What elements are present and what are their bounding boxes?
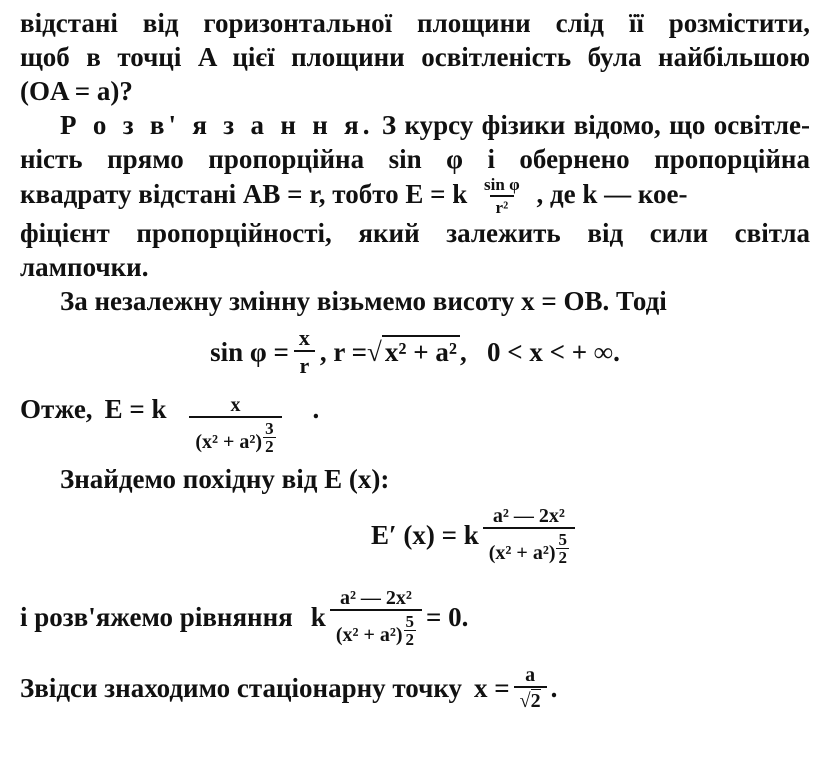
- power-fraction: [404, 613, 417, 648]
- power-numerator: 5: [558, 529, 567, 549]
- text-line: лампочки.: [20, 252, 149, 282]
- formula-text: = 0.: [426, 602, 469, 632]
- fraction: [483, 505, 575, 566]
- fraction: [170, 394, 300, 455]
- fraction-denominator: r: [294, 350, 316, 378]
- formula-text: E′ (x) = k: [371, 520, 479, 550]
- formula-equation: [20, 574, 810, 660]
- formula-text: , r =: [319, 337, 368, 367]
- text-line: (OA = a)?: [20, 76, 133, 106]
- fraction-numerator: x: [298, 324, 310, 350]
- text-span: З курсу фізики відомо, що освітле-: [381, 110, 811, 140]
- formula-label: Звідси знаходимо стаціонарну точку: [20, 673, 463, 703]
- power-fraction: [556, 531, 569, 566]
- text-line-with-fraction: [20, 176, 810, 216]
- power-numerator: 3: [265, 419, 274, 438]
- fraction-numerator: a: [525, 664, 536, 686]
- formula-text: .: [312, 394, 320, 424]
- fraction-numerator: x: [230, 394, 241, 416]
- formula-text: E = k: [104, 394, 167, 424]
- formula-text: k: [310, 602, 326, 632]
- fraction-numerator: a² — 2x²: [492, 504, 565, 527]
- power-fraction: [263, 420, 276, 455]
- fraction: [330, 587, 422, 648]
- text-line: відстані від горизонтальної площини слід її розмістити,: [20, 8, 810, 38]
- formula-text: x =: [474, 673, 510, 703]
- fraction-denominator: [483, 527, 575, 566]
- text-line: фіцієнт пропорційності, який залежить від сили світла: [20, 218, 810, 248]
- text-span: , де k — кое-: [536, 178, 688, 209]
- power-denominator: 2: [558, 547, 567, 567]
- fraction-numerator: sin φ: [484, 175, 520, 194]
- formula-text: , 0 < x < + ∞.: [459, 337, 620, 367]
- text-line: ність прямо пропорційна sin φ і обернено пропорційна: [20, 144, 810, 174]
- power-numerator: 5: [405, 611, 415, 631]
- radical-sign-icon: √: [519, 690, 531, 712]
- fraction-numerator: a² — 2x²: [339, 586, 412, 609]
- formula-label: і розв'яжемо рівняння: [20, 602, 293, 632]
- formula-text: sin φ =: [210, 337, 289, 367]
- base-expression: (x² + a²): [195, 431, 263, 453]
- fraction: [293, 326, 316, 378]
- base-expression: (x² + a²): [335, 623, 403, 646]
- text-line: щоб в точці A цієї площини освітленість була найбільшою: [20, 42, 810, 72]
- fraction-denominator: [330, 609, 422, 648]
- text-line: За незалежну змінну візьмемо висоту x = OB. Тоді: [60, 286, 667, 316]
- power-denominator: 2: [405, 629, 415, 649]
- solution-label: Р о з в' я з а н н я.: [60, 110, 374, 140]
- text-line: Знайдемо похідну від E (x):: [60, 464, 390, 494]
- radicand: x² + a²: [382, 335, 460, 367]
- formula-E: [20, 392, 810, 458]
- radicand: 2: [530, 690, 541, 712]
- formula-derivative: [20, 496, 810, 574]
- formula-sin-r: [20, 324, 810, 380]
- power-denominator: 2: [265, 437, 274, 456]
- fraction: [514, 664, 547, 712]
- text-span: квадрату відстані AB = r, тобто E = k: [20, 178, 468, 209]
- fraction-denominator: [189, 416, 281, 455]
- formula-stationary-point: [20, 660, 810, 716]
- formula-label: Отже,: [20, 394, 93, 424]
- solution-heading-line: [20, 108, 810, 142]
- radical-sign-icon: √: [367, 337, 382, 367]
- base-expression: (x² + a²): [488, 541, 556, 564]
- fraction-denominator: r²: [490, 195, 515, 218]
- formula-text: .: [550, 673, 558, 703]
- square-root: [367, 335, 460, 369]
- fraction-denominator: [514, 686, 547, 712]
- inline-fraction: [478, 176, 526, 217]
